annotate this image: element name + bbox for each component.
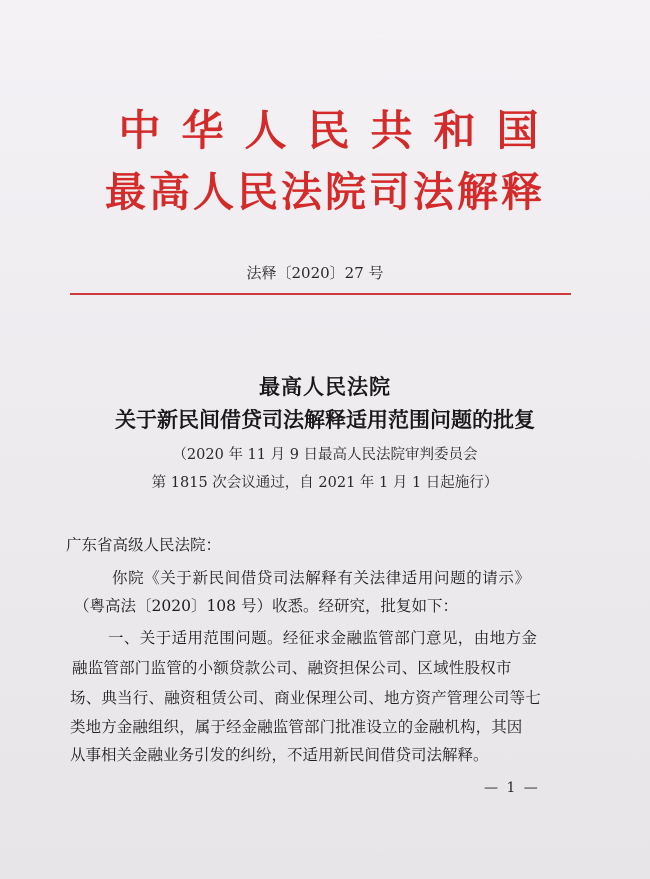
body-line: 场、典当行、融资租赁公司、商业保理公司、地方资产管理公司等七 (70, 689, 542, 707)
body-line: 你院《关于新民间借贷司法解释有关法律适用问题的请示》 (112, 569, 531, 587)
body-line: 融监管部门监管的小额贷款公司、融资担保公司、区域性股权市 (72, 659, 512, 677)
adoption-note-line1: （2020 年 11 月 9 日最高人民法院审判委员会 (172, 447, 478, 463)
red-divider-rule (70, 293, 571, 295)
masthead-institution: 最高人民法院司法解释 (105, 168, 545, 216)
body-line: 类地方金融组织，属于经金融监管部门批准设立的金融机构，其因 (70, 718, 523, 736)
body-line: 从事相关金融业务引发的纠纷，不适用新民间借贷司法解释。 (70, 746, 489, 764)
salutation: 广东省高级人民法院： (66, 536, 222, 554)
body-line: （粤高法〔2020〕108 号）收悉。经研究，批复如下： (74, 597, 458, 615)
page-number: — 1 — (484, 780, 540, 796)
body-line: 一、关于适用范围问题。经征求金融监管部门意见，由地方金 (108, 629, 538, 647)
title-subject: 关于新民间借贷司法解释适用范围问题的批复 (115, 407, 535, 432)
document-number: 法释〔2020〕27 号 (246, 264, 384, 282)
adoption-note-line2: 第 1815 次会议通过，自 2021 年 1 月 1 日起施行） (151, 475, 499, 491)
title-issuer: 最高人民法院 (259, 374, 391, 399)
masthead-country: 中华人民共和国 (118, 106, 560, 155)
